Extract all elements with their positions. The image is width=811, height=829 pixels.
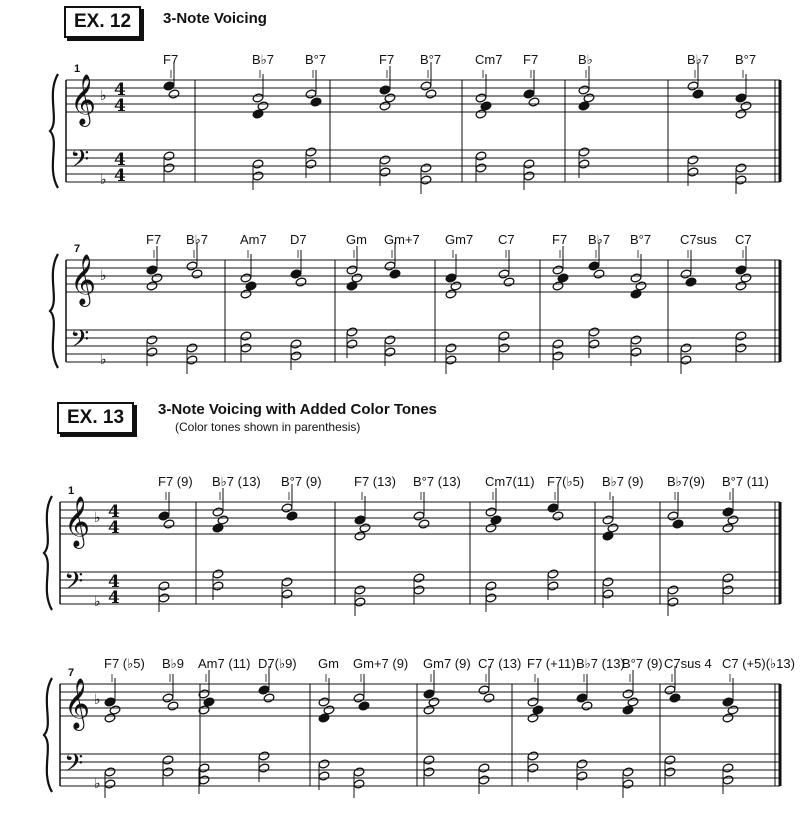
time-signature-bottom: 4 [108, 518, 120, 538]
chord-symbol: Gm+7 [384, 232, 420, 247]
chord-symbol: B♭7 [252, 52, 275, 67]
treble-notehead [588, 261, 600, 271]
bass-notehead [353, 767, 365, 777]
key-signature-flat: ♭ [94, 510, 101, 526]
bass-notehead [163, 151, 175, 161]
treble-notehead [162, 693, 174, 703]
chord-symbol: B°7 (9) [281, 474, 322, 489]
bass-notehead [475, 163, 487, 173]
chord-symbol: B°7 (13) [413, 474, 461, 489]
treble-notehead [667, 511, 679, 521]
chord-symbol: B♭9 [162, 656, 185, 671]
bass-notehead [186, 355, 198, 365]
treble-notehead [687, 81, 699, 91]
bass-notehead [258, 763, 270, 773]
bass-notehead [630, 335, 642, 345]
chord-symbol: C7sus [680, 232, 717, 247]
treble-notehead [552, 265, 564, 275]
bass-notehead [305, 147, 317, 157]
treble-notehead [305, 89, 317, 99]
bass-notehead [258, 751, 270, 761]
bass-notehead [281, 589, 293, 599]
ex12-label: EX. 12 [64, 6, 141, 38]
bass-notehead [146, 347, 158, 357]
systems-layer [44, 52, 795, 798]
treble-notehead [384, 261, 396, 271]
bass-notehead [346, 327, 358, 337]
bass-notehead [158, 581, 170, 591]
bass-notehead [722, 763, 734, 773]
bass-notehead [735, 163, 747, 173]
bass-notehead [379, 155, 391, 165]
chord-symbol: Gm+7 (9) [353, 656, 409, 671]
bass-notehead [384, 335, 396, 345]
bass-notehead [523, 171, 535, 181]
chord-symbol: B♭7 [186, 232, 209, 247]
chord-symbol: F7(♭5) [547, 474, 585, 489]
chord-symbol: B♭ [578, 52, 593, 67]
treble-notehead [346, 265, 358, 275]
bass-notehead [523, 159, 535, 169]
chord-symbol: Am7 [240, 232, 267, 247]
bass-notehead [423, 767, 435, 777]
chord-symbol: C7sus 4 [664, 656, 712, 671]
bass-notehead [547, 569, 559, 579]
key-signature-flat: ♭ [100, 172, 107, 188]
treble-notehead [485, 507, 497, 517]
chord-symbol: Gm [346, 232, 367, 247]
treble-notehead [418, 519, 430, 529]
treble-notehead [295, 277, 307, 287]
chord-symbol: F7 (+11) [527, 656, 576, 671]
bass-notehead [722, 775, 734, 785]
bass-notehead [240, 331, 252, 341]
bass-notehead [485, 593, 497, 603]
bass-notehead [318, 771, 330, 781]
treble-notehead [240, 273, 252, 283]
ex12-system-2 [50, 232, 780, 374]
treble-notehead [191, 269, 203, 279]
treble-notehead [593, 269, 605, 279]
bass-notehead [667, 585, 679, 595]
treble-notehead [630, 273, 642, 283]
treble-notehead [389, 269, 401, 279]
bass-notehead [722, 573, 734, 583]
ex12-title: 3-Note Voicing [163, 10, 267, 27]
bass-notehead [578, 159, 590, 169]
bass-notehead [478, 775, 490, 785]
grand-staff-brace [50, 254, 58, 368]
treble-notehead [354, 515, 366, 525]
chord-symbol: F7 [552, 232, 568, 247]
time-signature-bottom: 4 [114, 96, 126, 116]
bass-notehead [158, 593, 170, 603]
chord-symbol: F7 [163, 52, 179, 67]
bass-clef: 𝄢 [70, 145, 90, 180]
treble-notehead [163, 519, 175, 529]
treble-notehead [552, 511, 564, 521]
bass-clef: 𝄢 [70, 325, 90, 360]
key-signature-flat: ♭ [100, 268, 107, 284]
measure-number: 7 [74, 243, 81, 255]
chord-symbol: F7 [523, 52, 539, 67]
bass-notehead [252, 159, 264, 169]
treble-notehead [527, 697, 539, 707]
treble-notehead [722, 697, 734, 707]
bass-notehead [186, 343, 198, 353]
time-signature-bottom: 4 [108, 588, 120, 608]
bass-notehead [588, 327, 600, 337]
bass-notehead [420, 175, 432, 185]
chord-symbol: C7 [735, 232, 752, 247]
treble-clef: 𝄞 [70, 74, 97, 125]
bass-notehead [680, 355, 692, 365]
chord-symbol: B♭7 [588, 232, 611, 247]
treble-notehead [680, 269, 692, 279]
bass-notehead [498, 343, 510, 353]
bass-notehead [445, 355, 457, 365]
bass-notehead [445, 343, 457, 353]
bass-notehead [578, 147, 590, 157]
chord-symbol: F7 (13) [354, 474, 396, 489]
chord-symbol: C7 [498, 232, 515, 247]
bass-notehead [413, 585, 425, 595]
chord-symbol: F7 [146, 232, 162, 247]
treble-notehead [685, 277, 697, 287]
treble-notehead [281, 503, 293, 513]
treble-notehead [692, 89, 704, 99]
chord-symbol: Gm7 [445, 232, 474, 247]
treble-notehead [576, 693, 588, 703]
treble-notehead [158, 511, 170, 521]
chord-symbol: D7 [290, 232, 307, 247]
treble-notehead [353, 693, 365, 703]
bass-notehead [346, 339, 358, 349]
bass-notehead [290, 339, 302, 349]
treble-notehead [498, 269, 510, 279]
bass-notehead [379, 167, 391, 177]
chord-symbol: B♭7 (13) [576, 656, 625, 671]
chord-symbol: C7 (13) [478, 656, 522, 671]
chord-symbol: B♭7 (9) [602, 474, 644, 489]
bass-notehead [104, 767, 116, 777]
bass-clef: 𝄢 [64, 567, 84, 602]
bass-notehead [478, 763, 490, 773]
measure-number: 7 [68, 667, 75, 679]
chord-symbol: B°7 [420, 52, 442, 67]
chord-symbol: B°7 (9) [622, 656, 663, 671]
chord-symbol: Am7 (11) [198, 656, 251, 671]
bass-notehead [485, 581, 497, 591]
treble-notehead [163, 81, 175, 91]
key-signature-flat: ♭ [94, 692, 101, 708]
treble-notehead [420, 81, 432, 91]
bass-notehead [104, 779, 116, 789]
treble-notehead [672, 519, 684, 529]
bass-notehead [680, 343, 692, 353]
ex13-label: EX. 13 [57, 402, 134, 434]
chord-symbol: F7 (♭5) [104, 656, 145, 671]
measure-number: 1 [74, 63, 81, 75]
treble-notehead [581, 701, 593, 711]
bass-notehead [687, 155, 699, 165]
chord-symbol: C7 (+5)(♭13) [722, 656, 795, 671]
treble-notehead [290, 269, 302, 279]
bass-notehead [552, 351, 564, 361]
bass-notehead [252, 171, 264, 181]
treble-notehead [212, 507, 224, 517]
bass-notehead [146, 335, 158, 345]
bass-notehead [354, 585, 366, 595]
key-signature-flat: ♭ [94, 776, 101, 792]
bass-notehead [498, 331, 510, 341]
chord-symbol: D7(♭9) [258, 656, 297, 671]
chord-symbol: B°7 [735, 52, 757, 67]
treble-notehead [168, 89, 180, 99]
bass-notehead [384, 347, 396, 357]
bass-clef: 𝄢 [64, 749, 84, 784]
treble-notehead [425, 89, 437, 99]
treble-notehead [722, 507, 734, 517]
bass-notehead [722, 585, 734, 595]
time-signature-top: 4 [108, 572, 120, 592]
bass-notehead [602, 589, 614, 599]
key-signature-flat: ♭ [100, 88, 107, 104]
treble-notehead [602, 515, 614, 525]
chord-symbol: B♭7 (13) [212, 474, 261, 489]
chord-symbol: B♭7(9) [667, 474, 705, 489]
treble-clef: 𝄞 [64, 678, 91, 729]
bass-notehead [290, 351, 302, 361]
treble-notehead [523, 89, 535, 99]
chord-symbol: B♭7 [687, 52, 710, 67]
bass-notehead [162, 767, 174, 777]
chord-symbol: B°7 [630, 232, 652, 247]
treble-notehead [318, 697, 330, 707]
bass-notehead [354, 597, 366, 607]
time-signature-bottom: 4 [114, 166, 126, 186]
treble-notehead [578, 85, 590, 95]
bass-notehead [281, 577, 293, 587]
key-signature-flat: ♭ [94, 594, 101, 610]
bass-notehead [420, 163, 432, 173]
bass-notehead [305, 159, 317, 169]
time-signature-top: 4 [114, 80, 126, 100]
bass-notehead [212, 581, 224, 591]
bass-notehead [667, 597, 679, 607]
ex13-system-2 [44, 656, 795, 798]
time-signature-top: 4 [114, 150, 126, 170]
chord-symbol: Gm [318, 656, 339, 671]
bass-notehead [413, 573, 425, 583]
bass-notehead [353, 779, 365, 789]
treble-notehead [286, 511, 298, 521]
treble-notehead [379, 85, 391, 95]
treble-notehead [475, 93, 487, 103]
treble-notehead [252, 93, 264, 103]
bass-notehead [588, 339, 600, 349]
treble-notehead [258, 685, 270, 695]
ex13-subtitle: (Color tones shown in parenthesis) [175, 420, 361, 434]
chord-symbol: B°7 [305, 52, 327, 67]
measure-number: 1 [68, 485, 75, 497]
treble-notehead [310, 97, 322, 107]
bass-notehead [547, 581, 559, 591]
grand-staff-brace [44, 678, 52, 792]
bass-notehead [664, 767, 676, 777]
treble-notehead [735, 93, 747, 103]
chord-symbol: Cm7 [475, 52, 503, 67]
bass-notehead [576, 771, 588, 781]
treble-clef: 𝄞 [70, 254, 97, 305]
bass-notehead [735, 343, 747, 353]
treble-notehead [146, 265, 158, 275]
treble-notehead [547, 503, 559, 513]
ex12-system-1 [50, 52, 780, 194]
chord-symbol: F7 (9) [158, 474, 193, 489]
treble-notehead [669, 693, 681, 703]
bass-notehead [318, 759, 330, 769]
bass-notehead [212, 569, 224, 579]
bass-notehead [602, 577, 614, 587]
treble-notehead [483, 693, 495, 703]
bass-notehead [664, 755, 676, 765]
bass-notehead [527, 763, 539, 773]
bass-notehead [423, 755, 435, 765]
treble-notehead [622, 689, 634, 699]
grand-staff-brace [44, 496, 52, 610]
bass-notehead [552, 339, 564, 349]
treble-notehead [445, 273, 457, 283]
bass-notehead [576, 759, 588, 769]
bass-notehead [475, 151, 487, 161]
bass-notehead [735, 175, 747, 185]
treble-notehead [478, 685, 490, 695]
key-signature-flat: ♭ [100, 352, 107, 368]
treble-notehead [735, 265, 747, 275]
treble-notehead [503, 277, 515, 287]
time-signature-top: 4 [108, 502, 120, 522]
treble-notehead [186, 261, 198, 271]
bass-notehead [163, 163, 175, 173]
bass-notehead [162, 755, 174, 765]
treble-notehead [263, 693, 275, 703]
ex13-system-1 [44, 474, 780, 616]
chord-symbol: Cm7(11) [485, 474, 535, 489]
bass-notehead [687, 167, 699, 177]
ex13-title: 3-Note Voicing with Added Color Tones [158, 401, 437, 418]
bass-notehead [735, 331, 747, 341]
bass-notehead [622, 779, 634, 789]
treble-notehead [664, 685, 676, 695]
treble-notehead [413, 511, 425, 521]
grand-staff-brace [50, 74, 58, 188]
chord-symbol: F7 [379, 52, 395, 67]
bass-notehead [630, 347, 642, 357]
bass-notehead [240, 343, 252, 353]
treble-notehead [528, 97, 540, 107]
chord-symbol: Gm7 (9) [423, 656, 471, 671]
bass-notehead [622, 767, 634, 777]
treble-notehead [104, 697, 116, 707]
treble-notehead [167, 701, 179, 711]
treble-clef: 𝄞 [64, 496, 91, 547]
chord-symbol: B°7 (11) [722, 474, 769, 489]
bass-notehead [527, 751, 539, 761]
treble-notehead [358, 701, 370, 711]
treble-notehead [423, 689, 435, 699]
